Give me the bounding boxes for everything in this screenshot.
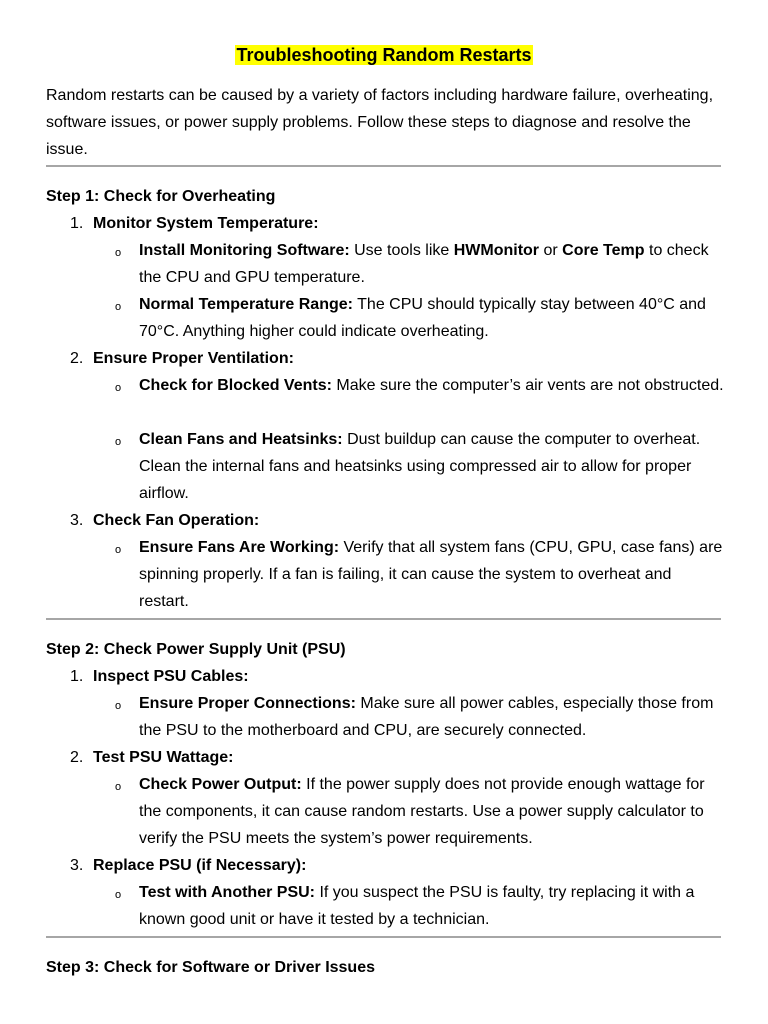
step-2-item-1-bullet-1 xyxy=(139,690,725,744)
document-title: Troubleshooting Random Restarts xyxy=(236,45,532,65)
bullet-icon: o xyxy=(115,247,122,259)
bullet-icon: o xyxy=(115,544,122,556)
bullet-icon: o xyxy=(115,382,122,394)
bullet-label: Normal Temperature Range: xyxy=(139,296,353,313)
step-1-item-1-bullet-2 xyxy=(139,291,725,345)
section-divider xyxy=(46,936,721,938)
intro-paragraph: Random restarts can be caused by a variety of factors including hardware failure, overheating, software issues, or power supply problems. Follow these steps to diagnose and resolve the issue. xyxy=(46,87,714,158)
bullet-label: Check for Blocked Vents: xyxy=(139,377,332,394)
bullet-text: or xyxy=(539,242,563,259)
bullet-text: The CPU should typically stay between 40°C and 70°C. Anything higher could indicate overheating. xyxy=(139,296,706,340)
bullet-label: Ensure Fans Are Working: xyxy=(139,539,340,556)
bullet-text: Verify that all system fans (CPU, GPU, case fans) are spinning properly. If a fan is failing, it can cause the system to overheat and restart. xyxy=(139,539,723,610)
bullet-icon: o xyxy=(115,301,122,313)
step-1-item-1-bullet-1 xyxy=(139,237,725,291)
step-2-item-3-label: Replace PSU (if Necessary): xyxy=(93,857,307,874)
step-2-item-1-number: 1. xyxy=(70,668,84,685)
tool-name-core-temp: Core Temp xyxy=(562,242,645,259)
tool-name-hwmonitor: HWMonitor xyxy=(453,242,540,259)
bullet-icon: o xyxy=(115,889,122,901)
step-2-item-2-label: Test PSU Wattage: xyxy=(93,749,234,766)
bullet-text: to check the CPU and GPU temperature. xyxy=(139,242,709,286)
bullet-text: Use tools like xyxy=(349,242,454,259)
step-1-item-3-number: 3. xyxy=(70,512,84,529)
bullet-label: Clean Fans and Heatsinks: xyxy=(139,431,343,448)
step-1-item-2-number: 2. xyxy=(70,350,84,367)
bullet-text: If you suspect the PSU is faulty, try replacing it with a known good unit or have it tested by a technician. xyxy=(139,884,695,928)
title-container xyxy=(0,44,768,68)
section-divider xyxy=(46,618,721,620)
step-1-item-3-label: Check Fan Operation: xyxy=(93,512,260,529)
step-1-item-1-label: Monitor System Temperature: xyxy=(93,215,319,232)
step-2-heading: Step 2: Check Power Supply Unit (PSU) xyxy=(46,641,346,658)
bullet-icon: o xyxy=(115,436,122,448)
step-1-item-2-bullet-2 xyxy=(139,426,725,507)
section-divider xyxy=(46,165,721,167)
step-2-item-2-number: 2. xyxy=(70,749,84,766)
bullet-icon: o xyxy=(115,700,122,712)
step-3-heading: Step 3: Check for Software or Driver Issues xyxy=(46,959,375,976)
step-2-item-2-bullet-1 xyxy=(139,771,725,852)
bullet-label: Ensure Proper Connections: xyxy=(139,695,356,712)
bullet-text: If the power supply does not provide enough wattage for the components, it can cause random restarts. Use a power supply calculator to verify the PSU meets the system’s power requirements. xyxy=(139,776,705,847)
bullet-label: Check Power Output: xyxy=(139,776,302,793)
bullet-label: Test with Another PSU: xyxy=(139,884,315,901)
bullet-text: Dust buildup can cause the computer to overheat. Clean the internal fans and heatsinks using compressed air to allow for proper airflow. xyxy=(139,431,701,502)
bullet-text: Make sure the computer’s air vents are not obstructed. xyxy=(331,377,724,394)
step-2-item-3-number: 3. xyxy=(70,857,84,874)
step-2-item-3-bullet-1 xyxy=(139,879,725,933)
bullet-label: Install Monitoring Software: xyxy=(139,242,350,259)
step-1-item-1-number: 1. xyxy=(70,215,84,232)
bullet-icon: o xyxy=(115,781,122,793)
step-2-item-1-label: Inspect PSU Cables: xyxy=(93,668,249,685)
bullet-text: Make sure all power cables, especially those from the PSU to the motherboard and CPU, are securely connected. xyxy=(139,695,714,739)
step-1-item-2-label: Ensure Proper Ventilation: xyxy=(93,350,294,367)
step-1-heading: Step 1: Check for Overheating xyxy=(46,188,276,205)
step-1-item-2-bullet-1 xyxy=(139,372,725,399)
step-1-item-3-bullet-1 xyxy=(139,534,725,615)
